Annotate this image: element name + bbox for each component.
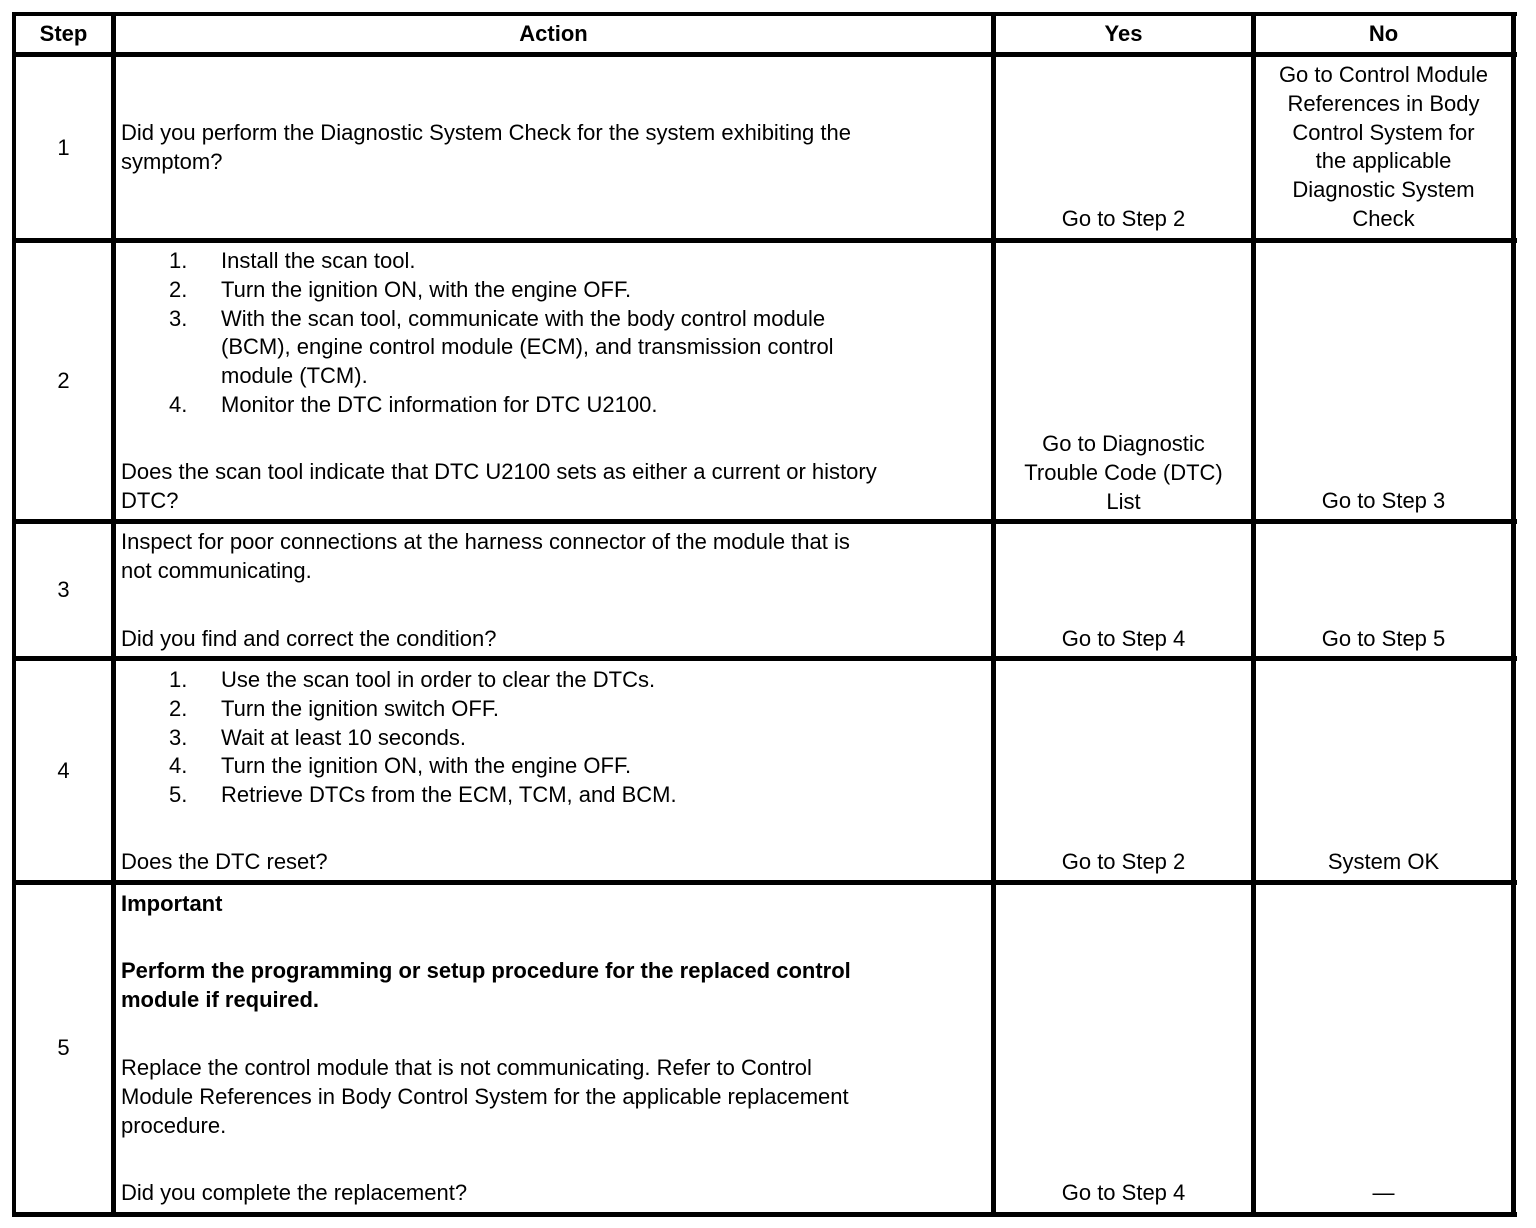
row2-question	[121, 458, 877, 516]
row3-question	[121, 625, 496, 654]
list-item	[121, 666, 677, 695]
list-item-text: Turn the ignition switch OFF.	[221, 695, 499, 721]
list-item-text: Wait at least 10 seconds.	[221, 724, 466, 750]
list-item-text: Monitor the DTC information for DTC U2100.	[221, 391, 658, 417]
table-border-bottom	[12, 1212, 1517, 1217]
yes-line: Go to Step 2	[1061, 849, 1186, 874]
yes-line: Go to Step 2	[1061, 206, 1186, 231]
row4-yes	[996, 848, 1251, 877]
step-number-4: 4	[57, 758, 70, 783]
list-number: 4.	[169, 753, 188, 779]
list-number: 2.	[169, 276, 188, 302]
row5-no	[1256, 1179, 1511, 1208]
list-item-text: Turn the ignition ON, with the engine OFF.	[221, 276, 632, 302]
row2-action-list	[121, 247, 834, 420]
list-item-text: Use the scan tool in order to clear the DTCs.	[221, 667, 656, 692]
list-number: 5.	[169, 782, 188, 808]
no-line: the applicable	[1315, 148, 1452, 174]
no-line: Diagnostic System	[1292, 177, 1475, 203]
step-number-1: 1	[57, 135, 70, 160]
column-divider-action-yes	[991, 12, 996, 1217]
list-item-text: module (TCM).	[221, 363, 368, 389]
row-divider-3	[12, 656, 1517, 661]
yes-line: Go to Step 4	[1061, 626, 1186, 651]
text-line: not communicating.	[121, 557, 312, 583]
yes-line: Trouble Code (DTC)	[1024, 459, 1223, 485]
list-item	[121, 247, 834, 276]
header-yes: Yes	[1104, 21, 1143, 46]
text-line: Does the DTC reset?	[121, 849, 328, 874]
text-line: symptom?	[121, 148, 223, 174]
text-line: Module References in Body Control System for the applicable replacement	[121, 1083, 849, 1109]
text-line: DTC?	[121, 487, 179, 513]
row5-question	[121, 1179, 467, 1208]
row3-no	[1256, 625, 1511, 654]
row1-yes	[996, 205, 1251, 234]
list-number: 2.	[169, 695, 188, 721]
row4-no	[1256, 848, 1511, 877]
no-line: References in Body	[1287, 90, 1480, 116]
no-line: Check	[1352, 205, 1415, 231]
row3-yes	[996, 625, 1251, 654]
list-number: 1.	[169, 667, 188, 692]
list-number: 3.	[169, 724, 188, 750]
important-text	[121, 957, 851, 1015]
list-item-text: (BCM), engine control module (ECM), and transmission control	[221, 334, 834, 360]
row2-no	[1256, 487, 1511, 516]
no-line: Go to Control Module	[1278, 62, 1489, 87]
list-item	[121, 781, 677, 810]
list-item	[121, 391, 834, 420]
row-divider-4	[12, 880, 1517, 885]
list-number: 1.	[169, 248, 188, 273]
header-step: Step	[39, 21, 88, 46]
yes-line: Go to Diagnostic	[1042, 431, 1205, 456]
row-divider-header	[12, 52, 1517, 57]
no-line: System OK	[1327, 849, 1440, 874]
list-number: 3.	[169, 305, 188, 331]
row3-text	[121, 528, 850, 586]
row-divider-1	[12, 238, 1517, 243]
table-border-right	[1511, 12, 1516, 1217]
row1-no	[1256, 61, 1511, 234]
list-item	[121, 276, 834, 305]
column-divider-step-action	[111, 12, 116, 1217]
yes-line: Go to Step 4	[1061, 1180, 1186, 1205]
list-item	[121, 752, 677, 781]
text-line: Inspect for poor connections at the harness connector of the module that is	[121, 529, 850, 554]
list-item-text: With the scan tool, communicate with the body control module	[221, 305, 826, 331]
important-title: Important	[121, 891, 223, 916]
no-line: Go to Step 3	[1321, 488, 1446, 513]
text-line: procedure.	[121, 1112, 227, 1138]
no-line: Control System for	[1292, 119, 1475, 145]
table-border-top	[12, 12, 1517, 16]
step-number-3: 3	[57, 577, 70, 602]
yes-line: List	[1106, 488, 1141, 514]
text-line: Replace the control module that is not communicating. Refer to Control	[121, 1055, 812, 1080]
row5-yes	[996, 1179, 1251, 1208]
row1-question	[121, 119, 851, 177]
list-item	[121, 724, 677, 753]
list-item-text: Install the scan tool.	[221, 248, 416, 273]
header-action: Action	[519, 21, 588, 46]
list-item-text: Retrieve DTCs from the ECM, TCM, and BCM.	[221, 782, 677, 808]
header-no: No	[1368, 21, 1399, 46]
text-line: Did you complete the replacement?	[121, 1180, 468, 1205]
no-line: Go to Step 5	[1321, 626, 1446, 651]
list-item-text: Turn the ignition ON, with the engine OFF.	[221, 753, 632, 779]
step-number-5: 5	[57, 1035, 70, 1060]
list-item	[121, 305, 834, 391]
row5-text	[121, 1054, 849, 1140]
step-number-2: 2	[57, 368, 70, 393]
row2-yes	[996, 430, 1251, 516]
text-line: Did you perform the Diagnostic System Check for the system exhibiting the	[121, 120, 851, 145]
list-number: 4.	[169, 391, 188, 417]
text-line: Does the scan tool indicate that DTC U2100 sets as either a current or history	[121, 459, 877, 484]
text-line: module if required.	[121, 986, 320, 1012]
text-line: Perform the programming or setup procedure for the replaced control	[121, 958, 851, 983]
row-divider-2	[12, 519, 1517, 524]
no-line: —	[1372, 1180, 1395, 1205]
row4-action-list	[121, 666, 677, 810]
row4-question	[121, 848, 328, 877]
list-item	[121, 695, 677, 724]
text-line: Did you find and correct the condition?	[121, 626, 497, 651]
